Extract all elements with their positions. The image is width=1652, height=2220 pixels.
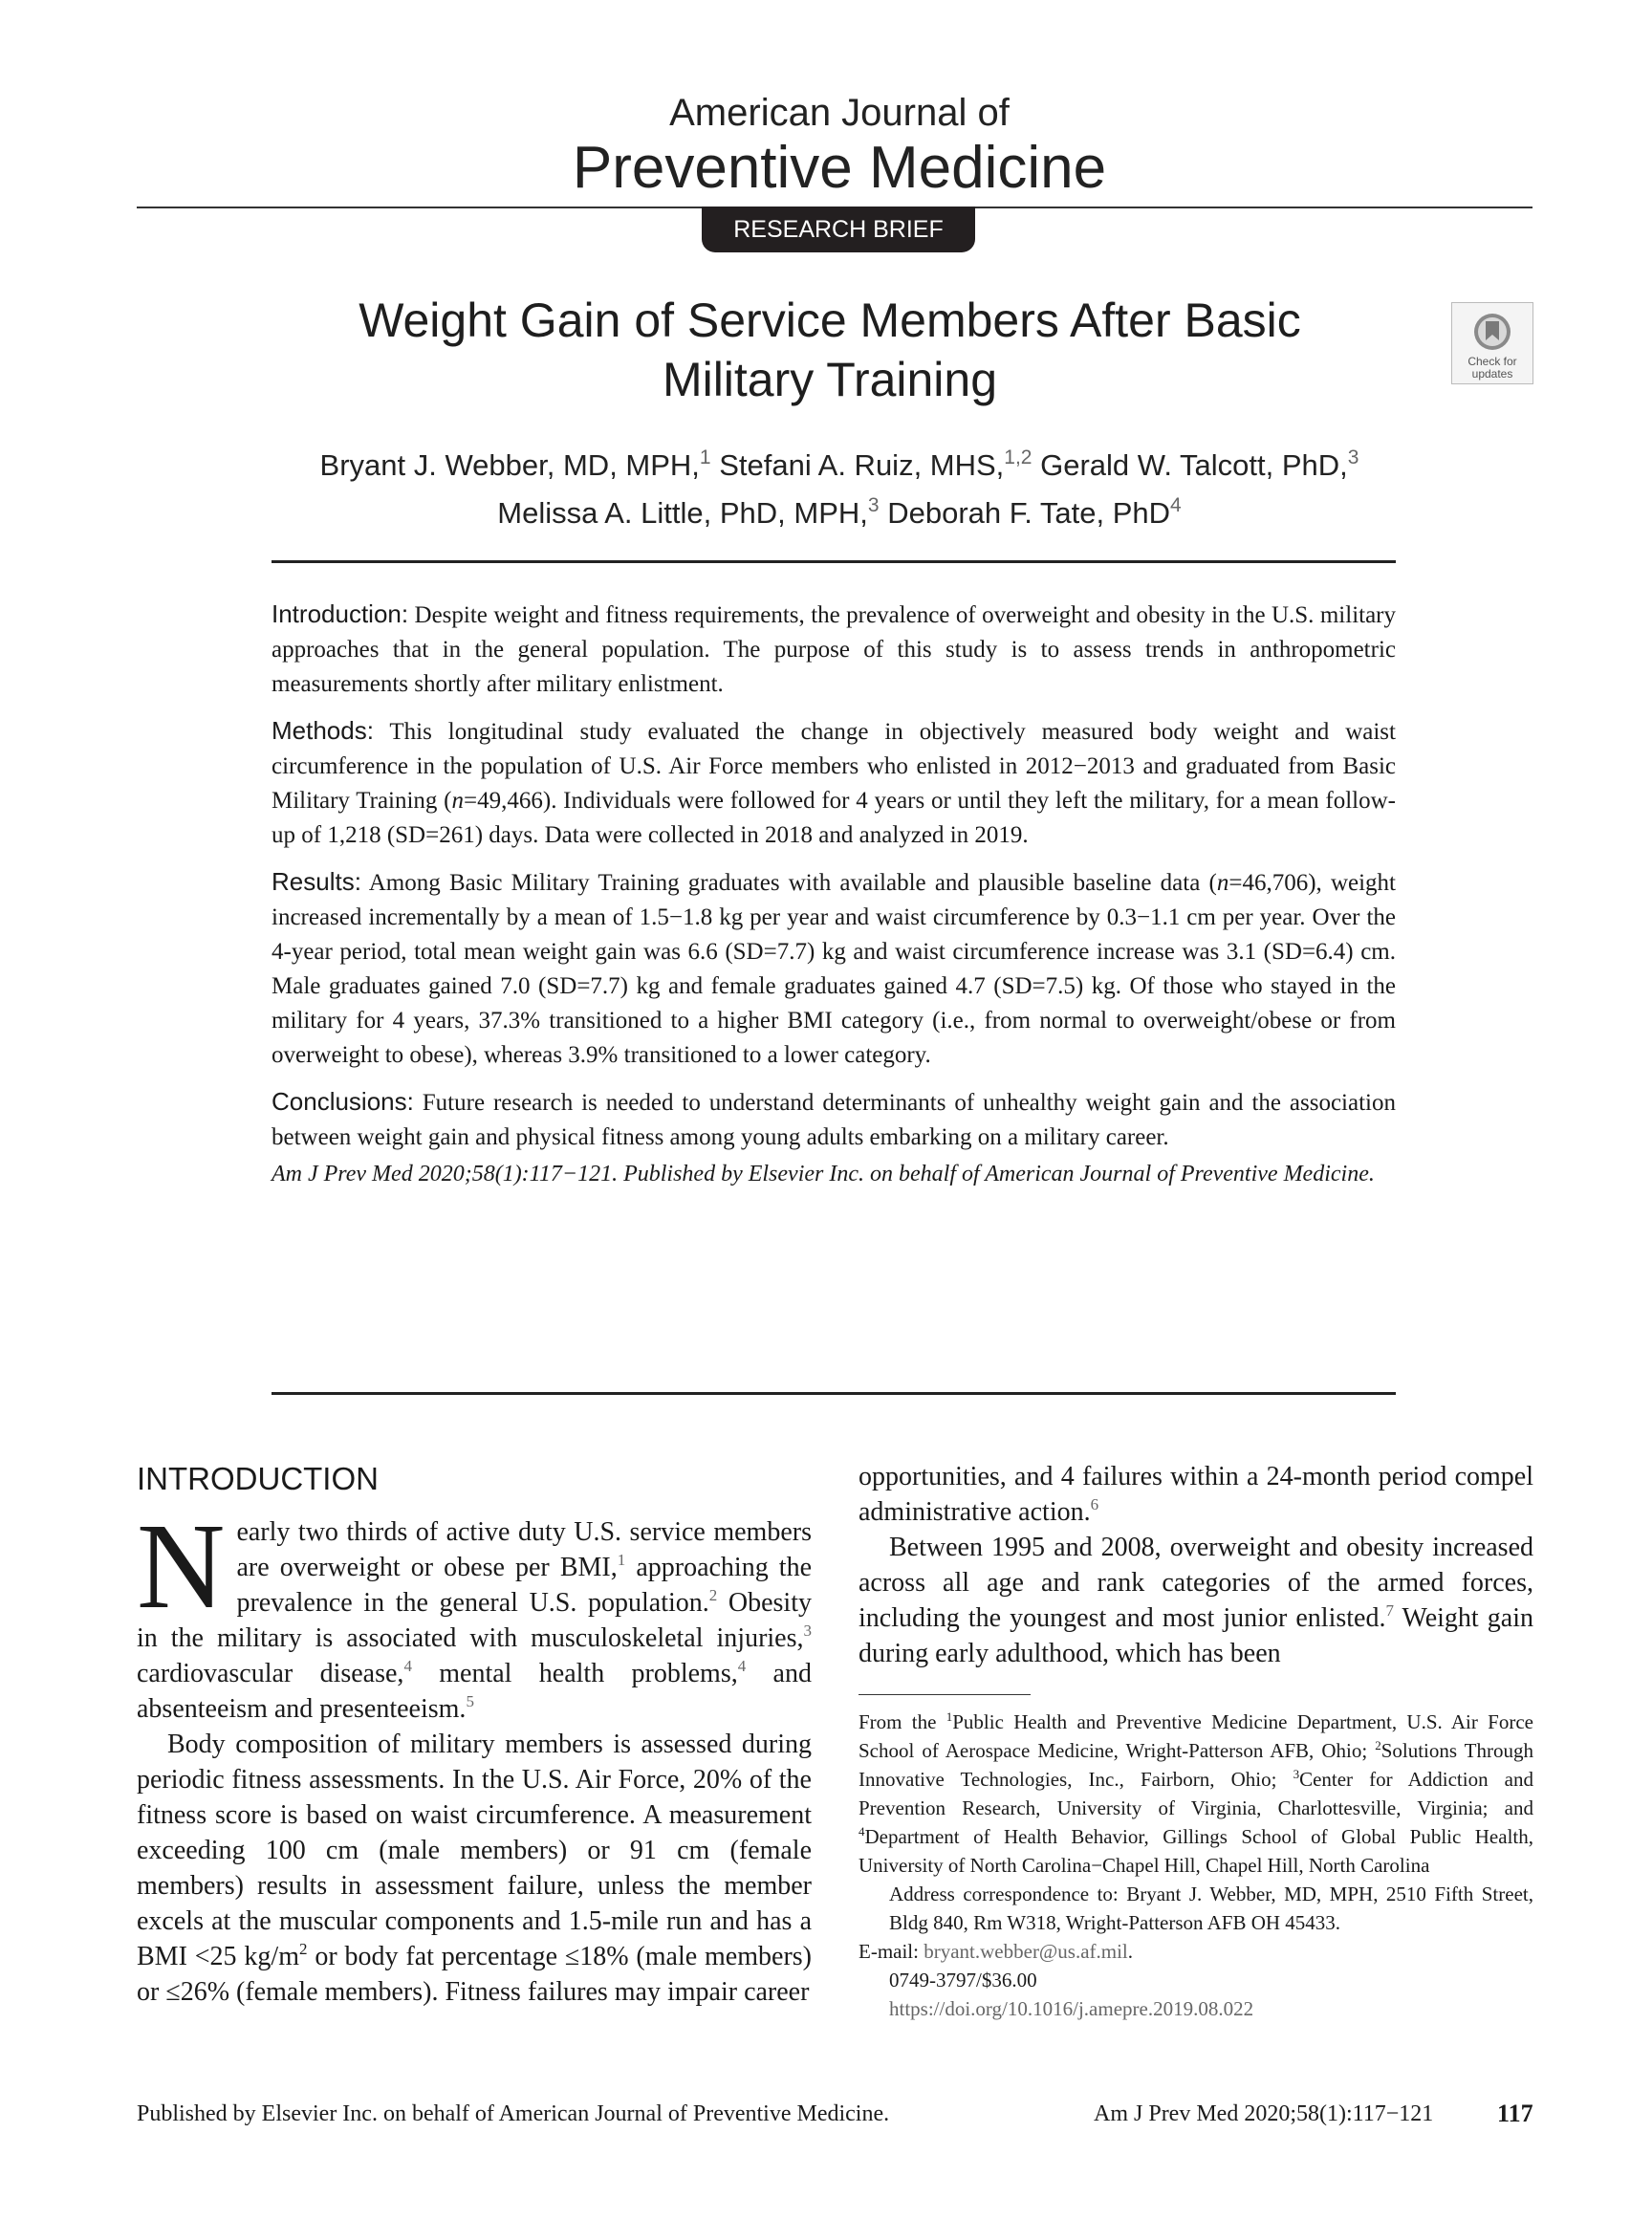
body-text: opportunities, and 4 failures within a 24-month period compel administrative action.: [859, 1462, 1533, 1527]
body-text: Body composition of military members is assessed during periodic fitness assessments. In the U.S. Air Force, 20% of the fitness score is based on waist circumference. A measurement exceeding 100 cm (male members) or 91 cm (female members) results in assessment failure, unless the member excels at the muscular components and 1.5-mile run and has a BMI <25 kg/m: [137, 1730, 812, 1971]
abstract-results-text: Among Basic Military Training graduates with available and plausible baseline data (: [368, 870, 1217, 896]
author-affiliation: 4: [1170, 494, 1182, 516]
affiliation-number: 3: [1293, 1767, 1300, 1781]
abstract-methods-text: =49,466). Individuals were followed for 4 years or until they left the military, for a mean follow-up of 1,218 (SD=261) days. Data were collected in 2018 and analyzed in 2019.: [272, 788, 1396, 848]
reference-link[interactable]: 7: [1385, 1601, 1394, 1620]
footnote-divider: [859, 1694, 1031, 1695]
abstract-conclusions-heading: Conclusions:: [272, 1087, 414, 1116]
correspondence-address: [859, 1880, 1533, 1937]
body-text: Between 1995 and 2008, overweight and obesity increased across all age and rank categories of the armed forces, including the youngest and most junior enlisted.: [859, 1533, 1533, 1633]
footnote-text: From the: [859, 1710, 937, 1733]
affiliation-number: 2: [1375, 1738, 1381, 1752]
drop-cap: N: [137, 1498, 226, 1634]
article-type-badge: RESEARCH BRIEF: [702, 207, 975, 252]
abstract-citation: Am J Prev Med 2020;58(1):117−121. Published by Elsevier Inc. on behalf of American Journal of Preventive Medicine.: [272, 1162, 1375, 1186]
body-text: and absenteeism and presenteeism.: [137, 1659, 812, 1724]
body-paragraph: [859, 1459, 1533, 1530]
reference-link[interactable]: 6: [1090, 1495, 1099, 1513]
abstract-methods-heading: Methods:: [272, 716, 374, 745]
author-name: Bryant J. Webber, MD, MPH,: [319, 448, 700, 482]
body-left-column: [137, 1498, 812, 2010]
footer-publisher: Published by Elsevier Inc. on behalf of American Journal of Preventive Medicine.: [137, 2101, 890, 2126]
body-paragraph: [859, 1530, 1533, 1671]
abstract-top-rule: [272, 560, 1396, 563]
body-text: Weight gain during early adulthood, which has been: [859, 1603, 1533, 1668]
body-text: cardiovascular disease,: [137, 1659, 404, 1688]
email-period: .: [1127, 1940, 1134, 1963]
body-text: approaching the prevalence in the general U.S. population.: [236, 1553, 812, 1618]
abstract-results-heading: Results:: [272, 867, 361, 896]
abstract-results-text: =46,706), weight increased incrementally by a mean of 1.5−1.8 kg per year and waist circumference by 0.3−1.1 cm per year. Over the 4-year period, total mean weight gain was 6.6 (SD=7.7) kg and waist circumference increase was 3.1 (SD=6.4) cm. Male graduates gained 7.0 (SD=7.7) kg and female graduates gained 4.7 (SD=7.5) kg. Of those who stayed in the military for 4 years, 37.3% transitioned to a higher BMI category (i.e., from normal to overweight/obese or from overweight to obese), whereas 3.9% transitioned to a lower category.: [272, 870, 1397, 1068]
reference-link[interactable]: 3: [803, 1621, 812, 1640]
article-title: Weight Gain of Service Members After Basic Military Training: [359, 294, 1301, 406]
sample-size-symbol: n: [1216, 870, 1229, 896]
page-number: 117: [1497, 2100, 1533, 2127]
sample-size-symbol: n: [451, 788, 465, 814]
abstract-introduction-heading: Introduction:: [272, 599, 409, 628]
body-right-column: [859, 1459, 1533, 1671]
author-name: Stefani A. Ruiz, MHS,: [719, 448, 1005, 482]
issn: 0749-3797/$36.00: [889, 1969, 1037, 1991]
abstract-conclusions: [272, 1084, 1396, 1155]
author-name: Gerald W. Talcott, PhD,: [1040, 448, 1348, 482]
abstract-conclusions-text: Future research is needed to understand determinants of unhealthy weight gain and the association between weight gain and physical fitness among young adults embarking on a military career.: [272, 1090, 1396, 1150]
affiliation-number: 4: [859, 1824, 865, 1839]
reference-link[interactable]: 1: [617, 1551, 626, 1569]
affiliation-text: Solutions Through Innovative Technologies, Inc., Fairborn, Ohio;: [859, 1739, 1534, 1791]
abstract-introduction: [272, 597, 1396, 702]
footer-citation: Am J Prev Med 2020;58(1):117−121: [1094, 2101, 1434, 2126]
journal-name-line1: American Journal of: [669, 92, 1010, 134]
author-affiliation: 1: [699, 446, 711, 468]
section-heading-introduction: INTRODUCTION: [137, 1461, 379, 1496]
author-affiliation: 1,2: [1004, 446, 1032, 468]
abstract: [272, 597, 1396, 1191]
abstract-bottom-rule: [272, 1392, 1396, 1395]
author-affiliation: 3: [1347, 446, 1359, 468]
affiliation-text: Department of Health Behavior, Gillings School of Global Public Health, University of North Carolina−Chapel Hill, Chapel Hill, North Carolina: [859, 1825, 1533, 1877]
body-text: early two thirds of active duty U.S. service members are overweight or obese per BMI,: [236, 1517, 812, 1582]
author-affiliation: 3: [867, 494, 880, 516]
affiliation-text: Public Health and Preventive Medicine Department, U.S. Air Force School of Aerospace Medicine, Wright-Patterson AFB, Ohio;: [859, 1710, 1533, 1762]
reference-link[interactable]: 2: [708, 1586, 718, 1604]
body-text: Obesity in the military is associated with musculoskeletal injuries,: [137, 1588, 812, 1653]
body-text: or body fat percentage ≤18% (male members) or ≤26% (female members). Fitness failures may impair career: [137, 1942, 812, 2007]
body-paragraph: [137, 1727, 812, 2010]
affiliation-text: Center for Addiction and Prevention Research, University of Virginia, Charlottesville, Virginia; and: [859, 1768, 1533, 1819]
reference-link[interactable]: 4: [403, 1657, 412, 1675]
author-name: Melissa A. Little, PhD, MPH,: [497, 496, 868, 530]
affiliations-footnote: [859, 1708, 1533, 2023]
address-text: Address correspondence to: Bryant J. Webber, MD, MPH, 2510 Fifth Street, Bldg 840, Rm W318, Wright-Patterson AFB OH 45433.: [889, 1883, 1533, 1934]
abstract-results: [272, 864, 1396, 1073]
email-link[interactable]: bryant.webber@us.af.mil: [924, 1940, 1128, 1963]
body-paragraph: [137, 1498, 812, 1727]
journal-name-line2: Preventive Medicine: [572, 135, 1107, 201]
email-label: E-mail:: [859, 1940, 919, 1963]
exponent: 2: [298, 1940, 308, 1958]
author-name: Deborah F. Tate, PhD: [887, 496, 1171, 530]
abstract-introduction-text: Despite weight and fitness requirements, the prevalence of overweight and obesity in the U.S. military approaches that in the general population. The purpose of this study is to assess trends in anthropometric measurements shortly after military enlistment.: [272, 602, 1397, 697]
author-list: [258, 438, 1421, 533]
reference-link[interactable]: 4: [737, 1657, 747, 1675]
abstract-methods: [272, 713, 1396, 853]
abstract-methods-text: This longitudinal study evaluated the change in objectively measured body weight and waist circumference in the population of U.S. Air Force members who enlisted in 2012−2013 and graduated from Basic Military Training (: [272, 719, 1396, 814]
affiliations: [859, 1708, 1533, 1880]
body-text: mental health problems,: [411, 1659, 738, 1688]
doi-link[interactable]: https://doi.org/10.1016/j.amepre.2019.08.022: [889, 1997, 1254, 2020]
check-for-updates-label: Check for updates: [1467, 355, 1517, 381]
correspondence-email: [859, 1937, 1533, 1966]
affiliation-number: 1: [946, 1709, 953, 1724]
reference-link[interactable]: 5: [466, 1692, 474, 1710]
